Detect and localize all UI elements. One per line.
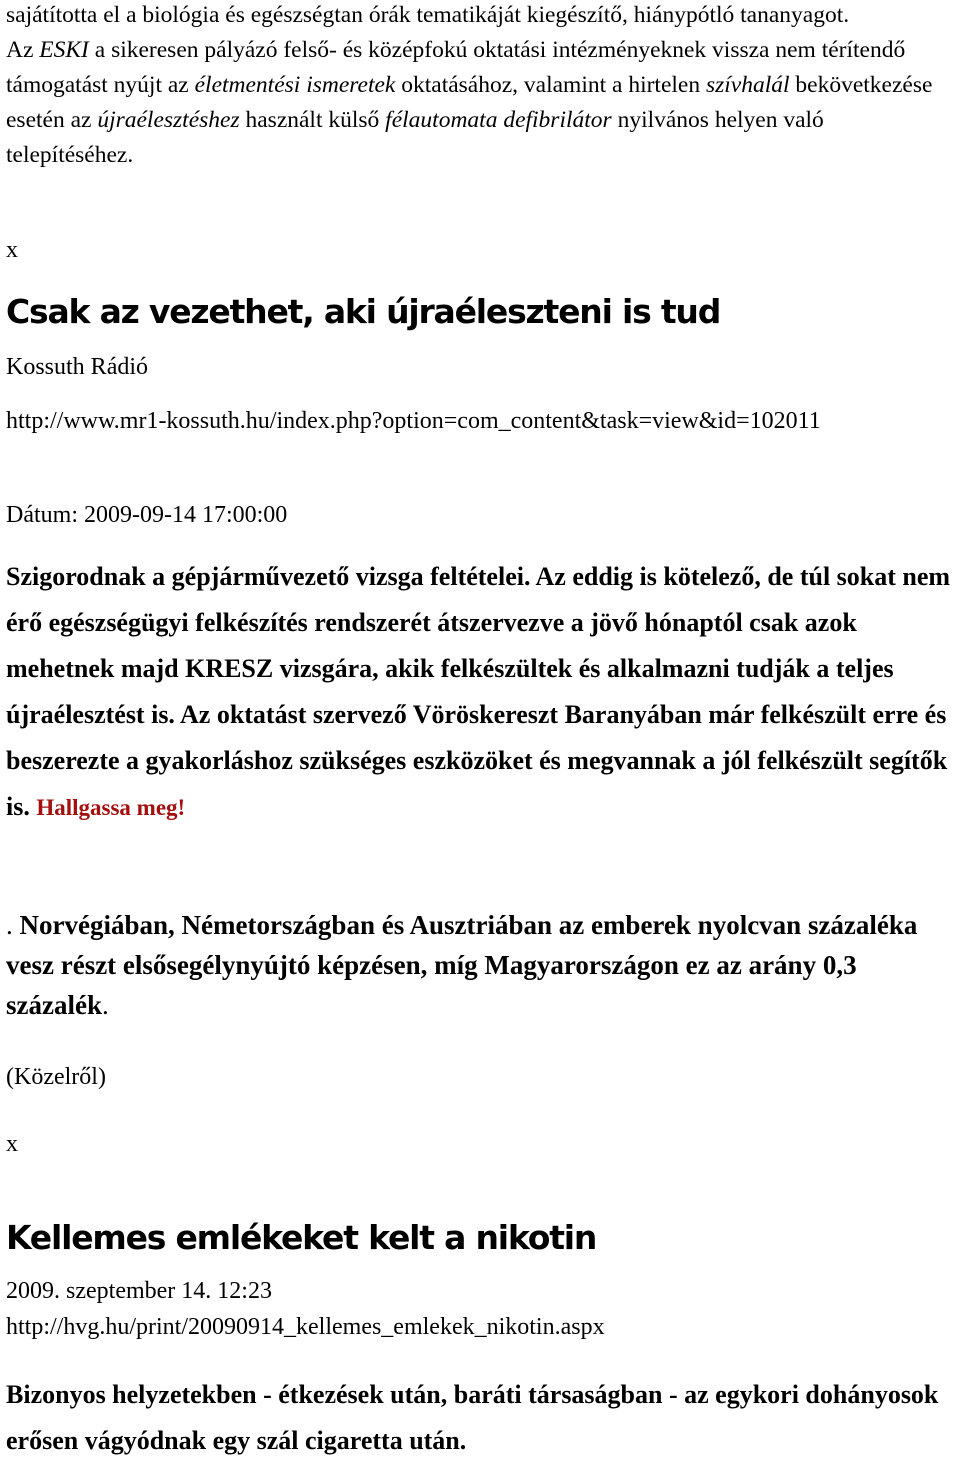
- article-body: Bizonyos helyzetekben - étkezések után, baráti társaságban - az egykori dohányosok erősen vágyódnak egy szál cigaretta után.: [6, 1380, 939, 1455]
- intro-text: bekövetkezése esetén az: [6, 72, 933, 133]
- intro-italic: félautomata defibrilátor: [385, 107, 612, 133]
- intro-line: sajátította el a biológia és egészségtan órák tematikáját kiegészítő, hiánypótló tananyagot.: [6, 2, 850, 28]
- article-title: Csak az vezethet, aki újraéleszteni is tud: [6, 292, 721, 331]
- stat-prefix: .: [6, 910, 20, 940]
- article-url[interactable]: http://hvg.hu/print/20090914_kellemes_emlekek_nikotin.aspx: [6, 1314, 605, 1340]
- intro-text: Az: [6, 37, 40, 63]
- intro-italic: újraélesztéshez: [97, 107, 240, 133]
- stat-text: Norvégiában, Németországban és Ausztriában az emberek nyolcvan százaléka vesz részt elsősegélynyújtó képzésen, míg Magyarországon ez az arány 0,3 százalék: [6, 910, 918, 1020]
- intro-text: oktatásához, valamint a hirtelen: [395, 72, 706, 98]
- stat-end: .: [101, 990, 109, 1020]
- intro-italic: szívhalál: [705, 72, 790, 98]
- article-date: 2009. szeptember 14. 12:23: [6, 1278, 272, 1304]
- intro-italic: ESKI: [39, 37, 89, 63]
- section-label: (Közelről): [6, 1064, 106, 1090]
- article-date: Dátum: 2009-09-14 17:00:00: [6, 502, 288, 528]
- article-source: Kossuth Rádió: [6, 354, 149, 380]
- intro-paragraph: [6, 0, 954, 173]
- article-stat: [6, 905, 954, 1025]
- intro-italic: életmentési ismeretek: [194, 72, 396, 98]
- article-body: [6, 554, 954, 831]
- separator-mark: x: [6, 1131, 18, 1157]
- article-url[interactable]: http://www.mr1-kossuth.hu/index.php?option=com_content&task=view&id=102011: [6, 408, 821, 434]
- listen-link[interactable]: Hallgassa meg!: [36, 795, 186, 820]
- article-body-text: Szigorodnak a gépjárművezető vizsga feltételei. Az eddig is kötelező, de túl sokat nem érő egészségügyi felkészítés rendszerét átszervezve a jövő hónaptól csak azok mehetnek majd KRESZ vizsgára, akik felkészültek és alkalmazni tudják a teljes újraélesztést is. Az oktatást szervező Vöröskereszt Baranyában már felkészült erre és beszerezte a gyakorláshoz szükséges eszközöket és megvannak a jól felkészült segítők is.: [6, 562, 951, 821]
- separator-mark: x: [6, 237, 18, 263]
- intro-text: használt külső: [239, 107, 386, 133]
- article-title: Kellemes emlékeket kelt a nikotin: [6, 1218, 597, 1257]
- intro-text: a sikeresen pályázó felső- és középfokú oktatási intézményeknek vissza nem térítendő támogatást nyújt az: [6, 37, 906, 98]
- intro-text: nyilvános helyen való telepítéséhez.: [6, 107, 824, 168]
